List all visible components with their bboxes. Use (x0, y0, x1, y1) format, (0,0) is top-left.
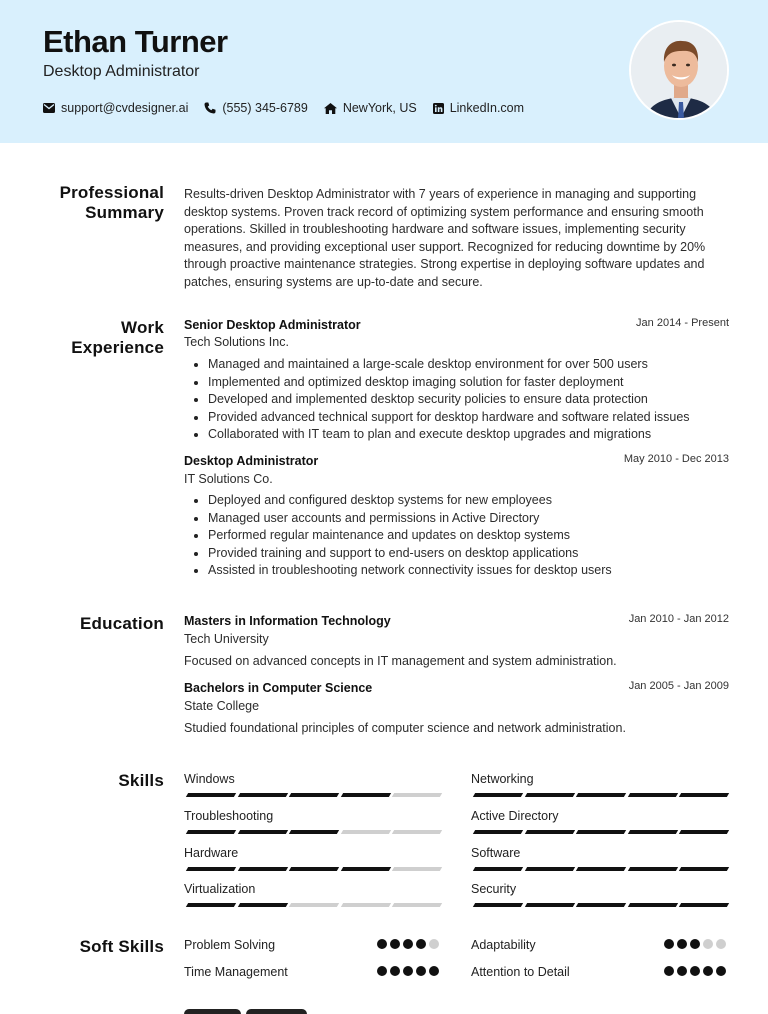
skill-level-segment (473, 903, 523, 907)
contact-location (324, 101, 417, 115)
profile-photo (629, 20, 729, 120)
skill-level-segment (392, 830, 442, 834)
job-company: Tech Solutions Inc. (184, 335, 289, 349)
candidate-role: Desktop Administrator (43, 63, 200, 80)
skill-level-segment (186, 830, 236, 834)
list-item: Performed regular maintenance and updates on desktop systems (190, 527, 735, 545)
next-section-chip (246, 1009, 307, 1014)
skill-name: Active Directory (471, 809, 559, 823)
skill-level-segment (186, 903, 236, 907)
skill-level-segment (186, 867, 236, 871)
rating-dot (690, 939, 700, 949)
skill-level-segment (524, 793, 574, 797)
rating-dot (390, 939, 400, 949)
list-item: Provided advanced technical support for desktop hardware and software related issues (190, 409, 735, 427)
skill-bar (187, 867, 445, 871)
skill-bar (187, 793, 445, 797)
rating-dot (716, 966, 726, 976)
summary-heading: Professional Summary (59, 183, 164, 222)
job-title: Senior Desktop Administrator (184, 318, 361, 332)
skill-level-segment (679, 830, 729, 834)
rating-dot (716, 939, 726, 949)
soft-skill-name: Problem Solving (184, 938, 276, 952)
skill-bar (474, 793, 732, 797)
education-date: Jan 2010 - Jan 2012 (628, 613, 729, 625)
rating-dot (429, 966, 439, 976)
skill-bar (474, 867, 732, 871)
skills-heading: Skills (118, 771, 164, 790)
skill-name: Windows (184, 772, 235, 786)
home-icon (324, 103, 337, 114)
job-title: Desktop Administrator (184, 454, 319, 468)
list-item: Deployed and configured desktop systems for new employees (190, 492, 735, 510)
linkedin-text: LinkedIn.com (449, 101, 525, 115)
rating-dot (403, 939, 413, 949)
education-heading: Education (80, 614, 164, 633)
skill-level-segment (392, 867, 442, 871)
phone-icon (204, 102, 216, 114)
skill-level-segment (392, 903, 442, 907)
rating-dot (690, 966, 700, 976)
list-item: Provided training and support to end-users on desktop applications (190, 545, 735, 563)
skill-level-segment (576, 903, 626, 907)
soft-skill-name: Time Management (184, 965, 288, 979)
skill-name: Troubleshooting (184, 809, 274, 823)
skill-name: Virtualization (184, 882, 256, 896)
education-date: Jan 2005 - Jan 2009 (628, 680, 729, 692)
job-company: IT Solutions Co. (184, 472, 273, 486)
skill-level-segment (289, 830, 339, 834)
rating-dot (377, 966, 387, 976)
email-text: support@cvdesigner.ai (61, 101, 189, 115)
rating-dot (703, 939, 713, 949)
contact-phone[interactable] (204, 101, 307, 115)
skill-level-segment (576, 793, 626, 797)
job-bullets (190, 492, 735, 580)
skill-level-segment (473, 830, 523, 834)
skill-level-segment (237, 867, 287, 871)
envelope-icon (43, 103, 55, 113)
skill-level-segment (679, 867, 729, 871)
rating-dot (429, 939, 439, 949)
phone-text: (555) 345-6789 (222, 101, 308, 115)
degree-title: Masters in Information Technology (184, 614, 391, 628)
rating-dot (416, 939, 426, 949)
job-date: May 2010 - Dec 2013 (623, 453, 729, 465)
skill-name: Networking (471, 772, 534, 786)
job-bullets (190, 356, 735, 444)
education-description: Focused on advanced concepts in IT management and system administration. (184, 654, 617, 668)
location-text: NewYork, US (342, 101, 417, 115)
skill-level-segment (289, 903, 339, 907)
skill-level-segment (340, 903, 390, 907)
skill-level-segment (289, 793, 339, 797)
list-item: Developed and implemented desktop security policies to ensure data protection (190, 391, 735, 409)
skill-level-segment (627, 793, 677, 797)
soft-skills-heading: Soft Skills (79, 937, 164, 956)
soft-skill-rating (374, 966, 439, 976)
rating-dot (390, 966, 400, 976)
list-item: Implemented and optimized desktop imaging solution for faster deployment (190, 374, 735, 392)
soft-skill-rating (661, 966, 726, 976)
skill-level-segment (340, 793, 390, 797)
candidate-name: Ethan Turner (43, 24, 228, 59)
skill-level-segment (524, 867, 574, 871)
contact-email[interactable] (43, 101, 188, 115)
skill-level-segment (237, 903, 287, 907)
next-section-chip (184, 1009, 241, 1014)
skill-name: Hardware (184, 846, 239, 860)
rating-dot (677, 966, 687, 976)
skill-level-segment (679, 903, 729, 907)
list-item: Managed and maintained a large-scale desktop environment for over 500 users (190, 356, 735, 374)
rating-dot (677, 939, 687, 949)
soft-skill-rating (374, 939, 439, 949)
skill-level-segment (237, 830, 287, 834)
rating-dot (377, 939, 387, 949)
skill-level-segment (524, 903, 574, 907)
soft-skill-name: Adaptability (471, 938, 536, 952)
degree-title: Bachelors in Computer Science (184, 681, 373, 695)
skill-bar (187, 830, 445, 834)
skill-bar (474, 903, 732, 907)
skill-level-segment (576, 830, 626, 834)
skill-bar (474, 830, 732, 834)
linkedin-icon (433, 103, 444, 114)
skill-bar (187, 903, 445, 907)
skill-level-segment (340, 867, 390, 871)
skill-level-segment (627, 867, 677, 871)
skill-name: Security (471, 882, 517, 896)
skill-level-segment (289, 867, 339, 871)
rating-dot (664, 966, 674, 976)
education-description: Studied foundational principles of computer science and network administration. (184, 721, 626, 735)
soft-skill-name: Attention to Detail (471, 965, 570, 979)
skill-level-segment (237, 793, 287, 797)
resume-header (0, 0, 768, 143)
rating-dot (403, 966, 413, 976)
experience-heading: Work Experience (71, 318, 164, 357)
skill-level-segment (473, 793, 523, 797)
school-name: Tech University (184, 632, 269, 646)
skill-level-segment (679, 793, 729, 797)
skill-level-segment (524, 830, 574, 834)
skill-level-segment (627, 903, 677, 907)
skill-level-segment (627, 830, 677, 834)
summary-text: Results-driven Desktop Administrator with 7 years of experience in managing and supporting desktop systems. Proven track record of optimizing system performance and ensuring smooth operations. Skilled in troubleshooting hardware and software issues, implementing security measures, and providing exceptional user support. Recognized for reducing downtime by 20% through proactive maintenance strategies. Strong expertise in deploying software updates and patches, ensuring systems are up-to-date and secure. (184, 187, 706, 289)
contact-row (43, 101, 540, 115)
soft-skill-rating (661, 939, 726, 949)
job-date: Jan 2014 - Present (636, 317, 729, 329)
skill-name: Software (471, 846, 521, 860)
skill-level-segment (576, 867, 626, 871)
rating-dot (416, 966, 426, 976)
list-item: Assisted in troubleshooting network connectivity issues for desktop users (190, 562, 735, 580)
skill-level-segment (186, 793, 236, 797)
skill-level-segment (340, 830, 390, 834)
list-item: Collaborated with IT team to plan and execute desktop upgrades and migrations (190, 426, 735, 444)
skill-level-segment (392, 793, 442, 797)
rating-dot (703, 966, 713, 976)
rating-dot (664, 939, 674, 949)
skill-level-segment (473, 867, 523, 871)
list-item: Managed user accounts and permissions in Active Directory (190, 510, 735, 528)
contact-linkedin[interactable] (433, 101, 524, 115)
school-name: State College (184, 699, 260, 713)
